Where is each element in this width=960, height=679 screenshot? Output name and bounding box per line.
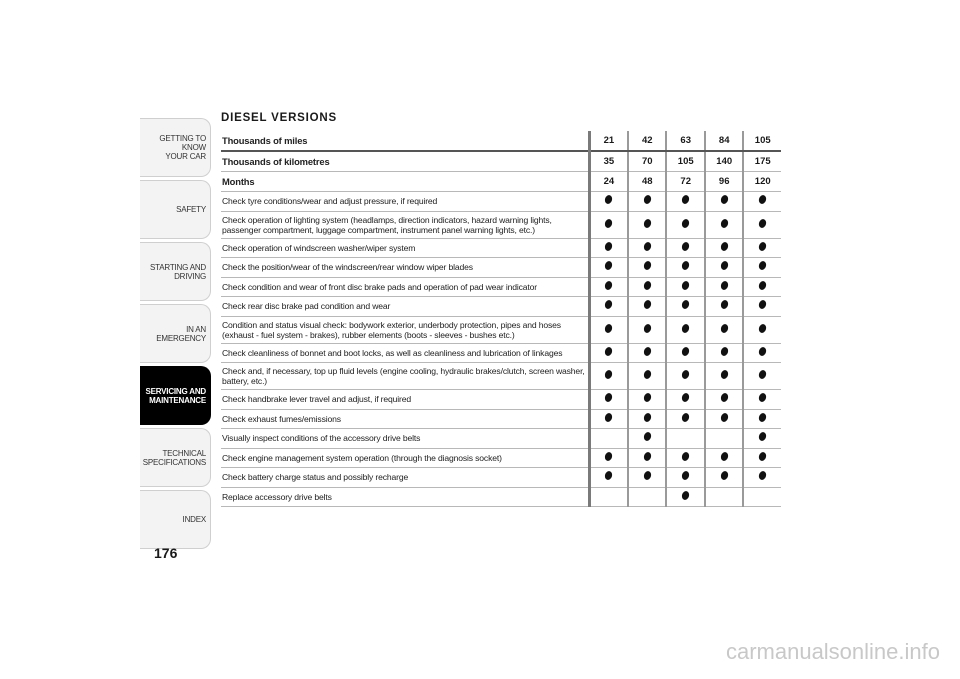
- schedule-row: [221, 297, 781, 317]
- interval-value: 48: [628, 172, 666, 192]
- schedule-row: [221, 363, 781, 390]
- required-dot-icon: [604, 451, 613, 462]
- schedule-cell: [589, 429, 628, 449]
- interval-value: 105: [666, 151, 705, 172]
- interval-value: 105: [743, 131, 781, 151]
- required-dot-icon: [758, 260, 767, 271]
- schedule-item-text: Replace accessory drive belts: [221, 487, 589, 507]
- schedule-cell: [666, 448, 705, 468]
- schedule-item-text: Check the position/wear of the windscreen/rear window wiper blades: [221, 258, 589, 278]
- schedule-cell: [666, 211, 705, 238]
- chapter-tab-2[interactable]: [140, 180, 211, 239]
- section-title: DIESEL VERSIONS: [221, 112, 337, 124]
- watermark: carmanualsonline.info: [725, 639, 940, 664]
- schedule-cell: [743, 258, 781, 278]
- required-dot-icon: [681, 194, 690, 205]
- required-dot-icon: [643, 194, 652, 205]
- schedule-row: [221, 258, 781, 278]
- required-dot-icon: [758, 280, 767, 291]
- schedule-cell: [589, 487, 628, 507]
- schedule-row: [221, 468, 781, 488]
- required-dot-icon: [758, 346, 767, 357]
- chapter-tab-label: SERVICING AND MAINTENANCE: [145, 386, 206, 405]
- schedule-cell: [743, 429, 781, 449]
- required-dot-icon: [604, 412, 613, 423]
- required-dot-icon: [758, 323, 767, 334]
- schedule-cell: [743, 277, 781, 297]
- schedule-row: [221, 390, 781, 410]
- schedule-row: [221, 448, 781, 468]
- required-dot-icon: [604, 392, 613, 403]
- schedule-cell: [705, 297, 744, 317]
- required-dot-icon: [719, 470, 728, 481]
- schedule-cell: [743, 363, 781, 390]
- schedule-cell: [743, 487, 781, 507]
- required-dot-icon: [604, 470, 613, 481]
- interval-value: 84: [705, 131, 744, 151]
- schedule-cell: [666, 316, 705, 343]
- schedule-cell: [589, 363, 628, 390]
- schedule-cell: [743, 390, 781, 410]
- schedule-cell: [705, 316, 744, 343]
- schedule-cell: [705, 409, 744, 429]
- schedule-cell: [589, 390, 628, 410]
- interval-value: 35: [589, 151, 628, 172]
- schedule-item-text: Check operation of windscreen washer/wiper system: [221, 238, 589, 258]
- chapter-tab-label: INDEX: [182, 515, 206, 524]
- schedule-cell: [666, 258, 705, 278]
- schedule-cell: [666, 363, 705, 390]
- schedule-cell: [666, 192, 705, 212]
- required-dot-icon: [681, 299, 690, 310]
- schedule-cell: [628, 192, 666, 212]
- schedule-cell: [666, 277, 705, 297]
- schedule-item-text: Check cleanliness of bonnet and boot locks, as well as cleanliness and lubrication of linkages: [221, 343, 589, 363]
- required-dot-icon: [643, 241, 652, 252]
- required-dot-icon: [681, 260, 690, 271]
- schedule-cell: [666, 343, 705, 363]
- schedule-cell: [705, 277, 744, 297]
- schedule-row: [221, 429, 781, 449]
- interval-header-label: Months: [221, 172, 589, 192]
- required-dot-icon: [681, 218, 690, 229]
- schedule-cell: [589, 258, 628, 278]
- schedule-cell: [589, 409, 628, 429]
- schedule-cell: [705, 238, 744, 258]
- schedule-cell: [628, 277, 666, 297]
- required-dot-icon: [681, 241, 690, 252]
- schedule-cell: [743, 211, 781, 238]
- required-dot-icon: [681, 280, 690, 291]
- chapter-tab-label: TECHNICAL SPECIFICATIONS: [142, 448, 206, 467]
- schedule-cell: [589, 343, 628, 363]
- schedule-row: [221, 211, 781, 238]
- required-dot-icon: [681, 470, 690, 481]
- required-dot-icon: [643, 392, 652, 403]
- required-dot-icon: [604, 241, 613, 252]
- required-dot-icon: [643, 412, 652, 423]
- required-dot-icon: [643, 218, 652, 229]
- required-dot-icon: [719, 260, 728, 271]
- schedule-item-text: Check handbrake lever travel and adjust, if required: [221, 390, 589, 410]
- schedule-cell: [705, 211, 744, 238]
- required-dot-icon: [719, 194, 728, 205]
- chapter-tab-5[interactable]: [140, 366, 211, 425]
- schedule-cell: [589, 238, 628, 258]
- chapter-tab-6[interactable]: [140, 428, 211, 487]
- interval-value: 96: [705, 172, 744, 192]
- schedule-cell: [628, 297, 666, 317]
- chapter-tab-label: GETTING TO KNOW YOUR CAR: [159, 134, 206, 161]
- chapter-tab-label: IN AN EMERGENCY: [156, 324, 206, 343]
- schedule-row: [221, 192, 781, 212]
- required-dot-icon: [643, 280, 652, 291]
- schedule-cell: [628, 211, 666, 238]
- schedule-item-text: Check rear disc brake pad condition and wear: [221, 297, 589, 317]
- required-dot-icon: [681, 369, 690, 380]
- schedule-item-text: Check operation of lighting system (headlamps, direction indicators, hazard warning lights, passenger compartment, luggage compartment, instrument panel warning lights, etc.): [221, 211, 589, 238]
- required-dot-icon: [719, 299, 728, 310]
- required-dot-icon: [604, 194, 613, 205]
- schedule-item-text: Check exhaust fumes/emissions: [221, 409, 589, 429]
- required-dot-icon: [719, 412, 728, 423]
- schedule-cell: [666, 238, 705, 258]
- interval-value: 72: [666, 172, 705, 192]
- required-dot-icon: [643, 299, 652, 310]
- required-dot-icon: [604, 260, 613, 271]
- interval-header-row: [221, 131, 781, 151]
- schedule-cell: [743, 343, 781, 363]
- schedule-cell: [666, 390, 705, 410]
- schedule-cell: [743, 238, 781, 258]
- schedule-cell: [705, 258, 744, 278]
- schedule-cell: [628, 390, 666, 410]
- schedule-cell: [589, 468, 628, 488]
- schedule-row: [221, 343, 781, 363]
- required-dot-icon: [643, 470, 652, 481]
- required-dot-icon: [758, 392, 767, 403]
- schedule-cell: [666, 297, 705, 317]
- schedule-row: [221, 316, 781, 343]
- required-dot-icon: [604, 280, 613, 291]
- schedule-row: [221, 277, 781, 297]
- interval-value: 70: [628, 151, 666, 172]
- required-dot-icon: [758, 451, 767, 462]
- interval-value: 175: [743, 151, 781, 172]
- schedule-cell: [589, 211, 628, 238]
- chapter-tab-3[interactable]: [140, 242, 211, 301]
- interval-value: 42: [628, 131, 666, 151]
- required-dot-icon: [758, 431, 767, 442]
- schedule-cell: [628, 448, 666, 468]
- schedule-cell: [628, 343, 666, 363]
- interval-value: 140: [705, 151, 744, 172]
- schedule-cell: [743, 468, 781, 488]
- required-dot-icon: [643, 431, 652, 442]
- required-dot-icon: [643, 260, 652, 271]
- required-dot-icon: [681, 490, 690, 501]
- schedule-cell: [589, 192, 628, 212]
- schedule-cell: [666, 409, 705, 429]
- required-dot-icon: [681, 323, 690, 334]
- required-dot-icon: [681, 346, 690, 357]
- interval-header-label: Thousands of kilometres: [221, 151, 589, 172]
- schedule-item-text: Check condition and wear of front disc brake pads and operation of pad wear indicator: [221, 277, 589, 297]
- schedule-cell: [705, 429, 744, 449]
- required-dot-icon: [604, 369, 613, 380]
- required-dot-icon: [758, 299, 767, 310]
- required-dot-icon: [758, 369, 767, 380]
- page-number: 176: [154, 545, 178, 561]
- schedule-cell: [628, 409, 666, 429]
- chapter-tab-label: SAFETY: [176, 205, 206, 214]
- schedule-cell: [705, 487, 744, 507]
- schedule-item-text: Condition and status visual check: bodywork exterior, underbody protection, pipes and hoses (exhaust - fuel system - brakes), rubber elements (boots - sleeves - bushes etc.): [221, 316, 589, 343]
- required-dot-icon: [643, 369, 652, 380]
- schedule-cell: [628, 363, 666, 390]
- schedule-cell: [705, 390, 744, 410]
- schedule-item-text: Check tyre conditions/wear and adjust pressure, if required: [221, 192, 589, 212]
- required-dot-icon: [719, 392, 728, 403]
- required-dot-icon: [719, 218, 728, 229]
- schedule-cell: [705, 363, 744, 390]
- required-dot-icon: [719, 323, 728, 334]
- schedule-cell: [705, 468, 744, 488]
- schedule-cell: [589, 277, 628, 297]
- interval-value: 24: [589, 172, 628, 192]
- required-dot-icon: [758, 218, 767, 229]
- required-dot-icon: [681, 412, 690, 423]
- required-dot-icon: [604, 299, 613, 310]
- schedule-cell: [589, 448, 628, 468]
- schedule-cell: [589, 297, 628, 317]
- schedule-cell: [666, 487, 705, 507]
- required-dot-icon: [758, 412, 767, 423]
- required-dot-icon: [719, 241, 728, 252]
- required-dot-icon: [758, 241, 767, 252]
- schedule-row: [221, 409, 781, 429]
- schedule-cell: [705, 343, 744, 363]
- required-dot-icon: [719, 369, 728, 380]
- schedule-row: [221, 238, 781, 258]
- interval-header-row: [221, 172, 781, 192]
- chapter-tab-1[interactable]: [140, 118, 211, 177]
- schedule-cell: [628, 258, 666, 278]
- required-dot-icon: [758, 470, 767, 481]
- required-dot-icon: [604, 218, 613, 229]
- interval-header-row: [221, 151, 781, 172]
- schedule-cell: [743, 297, 781, 317]
- schedule-cell: [705, 192, 744, 212]
- schedule-item-text: Check engine management system operation (through the diagnosis socket): [221, 448, 589, 468]
- required-dot-icon: [681, 451, 690, 462]
- required-dot-icon: [719, 451, 728, 462]
- schedule-cell: [666, 429, 705, 449]
- required-dot-icon: [681, 392, 690, 403]
- schedule-item-text: Visually inspect conditions of the accessory drive belts: [221, 429, 589, 449]
- schedule-cell: [628, 316, 666, 343]
- schedule-cell: [628, 468, 666, 488]
- schedule-row: [221, 487, 781, 507]
- chapter-tabs: [140, 118, 211, 552]
- maintenance-schedule-table: [221, 131, 781, 507]
- required-dot-icon: [604, 346, 613, 357]
- schedule-item-text: Check and, if necessary, top up fluid levels (engine cooling, hydraulic brakes/clutch, screen washer, battery, etc.): [221, 363, 589, 390]
- schedule-cell: [743, 192, 781, 212]
- required-dot-icon: [758, 194, 767, 205]
- interval-value: 120: [743, 172, 781, 192]
- required-dot-icon: [643, 346, 652, 357]
- schedule-cell: [666, 468, 705, 488]
- interval-header-label: Thousands of miles: [221, 131, 589, 151]
- schedule-cell: [628, 487, 666, 507]
- interval-value: 63: [666, 131, 705, 151]
- interval-value: 21: [589, 131, 628, 151]
- required-dot-icon: [719, 280, 728, 291]
- schedule-cell: [705, 448, 744, 468]
- required-dot-icon: [643, 323, 652, 334]
- schedule-cell: [589, 316, 628, 343]
- chapter-tab-7[interactable]: [140, 490, 211, 549]
- schedule-cell: [743, 448, 781, 468]
- schedule-cell: [628, 429, 666, 449]
- chapter-tab-4[interactable]: [140, 304, 211, 363]
- schedule-cell: [743, 316, 781, 343]
- chapter-tab-label: STARTING AND DRIVING: [150, 262, 206, 281]
- required-dot-icon: [604, 323, 613, 334]
- schedule-cell: [743, 409, 781, 429]
- schedule-cell: [628, 238, 666, 258]
- required-dot-icon: [643, 451, 652, 462]
- required-dot-icon: [719, 346, 728, 357]
- schedule-item-text: Check battery charge status and possibly recharge: [221, 468, 589, 488]
